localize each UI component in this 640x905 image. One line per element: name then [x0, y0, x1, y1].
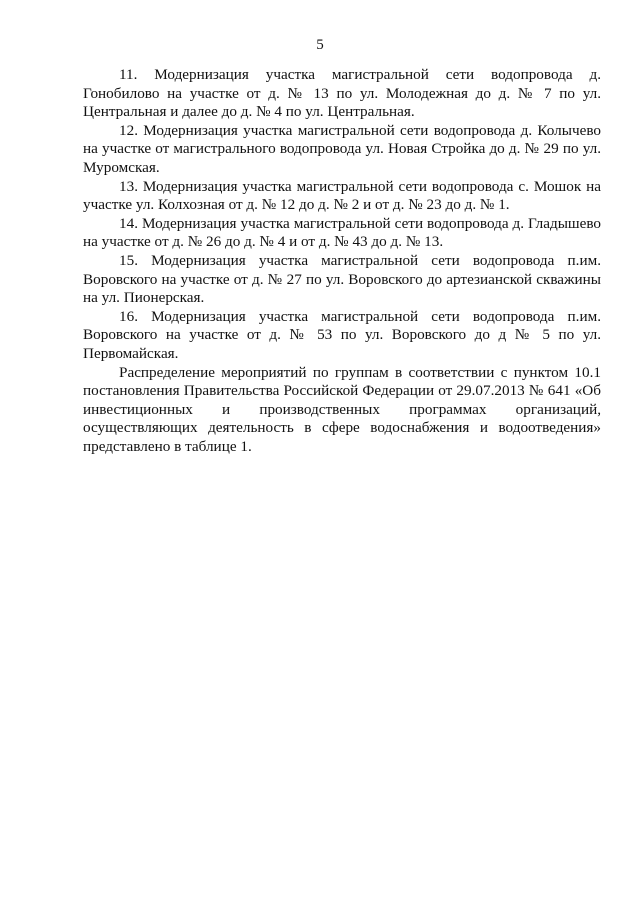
list-item-16	[83, 308, 601, 364]
item-text: Модернизация участка магистральной сети водопровода с. Мошок на участке ул. Колхозная от д. № 12 до д. № 2 и от д. № 23 до д. № 1.	[83, 177, 602, 214]
list-item-12	[83, 122, 601, 178]
closing-paragraph: Распределение мероприятий по группам в соответствии с пунктом 10.1 постановления Правительства Российской Федерации от 29.07.2013 № 641 «Об инвестиционных и производственных программах организаций, осуществляющих деятельность в сфере водоснабжения и водоотведения» представлено в таблице 1.	[83, 363, 601, 455]
item-number: 16.	[119, 307, 138, 325]
item-number: 14.	[119, 214, 138, 232]
list-item-14	[83, 215, 601, 252]
list-item-15	[83, 252, 601, 308]
item-number: 13.	[119, 177, 138, 195]
item-number: 12.	[119, 121, 138, 139]
item-text: Модернизация участка магистральной сети водопровода д. Гладышево на участке от д. № 26 до д. № 4 и от д. № 43 до д. № 13.	[83, 214, 602, 251]
item-text: Модернизация участка магистральной сети водопровода п.им. Воровского на участке от д. № 53 по ул. Воровского до д № 5 по ул. Первомайская.	[83, 307, 601, 362]
page-number: 5	[316, 37, 324, 53]
item-number: 15.	[119, 251, 138, 269]
document-body	[83, 66, 601, 456]
list-item-11	[83, 66, 601, 122]
item-number: 11.	[119, 66, 138, 83]
list-item-13	[83, 178, 601, 215]
item-text: Модернизация участка магистральной сети водопровода д. Гонобилово на участке от д. № 13 по ул. Молодежная до д. № 7 по ул. Центральная и далее до д. № 4 по ул. Центральная.	[83, 66, 601, 121]
item-text: Модернизация участка магистральной сети водопровода д. Колычево на участке от магистрального водопровода ул. Новая Стройка до д. № 29 по ул. Муромская.	[83, 121, 601, 176]
item-text: Модернизация участка магистральной сети водопровода п.им. Воровского на участке от д. № 27 по ул. Воровского до артезианской скважины на ул. Пионерская.	[83, 251, 601, 307]
